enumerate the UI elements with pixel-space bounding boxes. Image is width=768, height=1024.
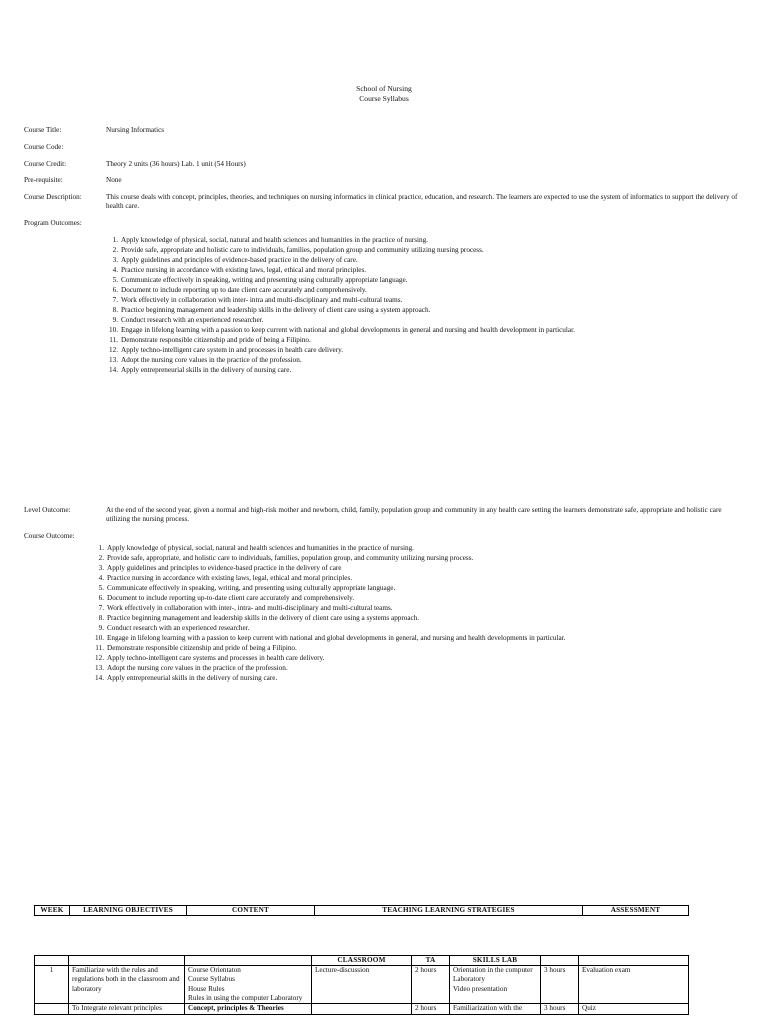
item-number: 7. (98, 604, 104, 612)
course-credit-value: Theory 2 units (36 hours) Lab. 1 unit (54 Hours) (106, 160, 246, 168)
course-description-value: This course deals with concept, principles, theories, and techniques on nursing informatics in clinical practice, education, and research. The learners are expected to use the system of informatics to support the delivery of health care. (106, 193, 738, 211)
level-outcome-label: Level Outcome: (24, 506, 71, 514)
item-text: Apply guidelines and principles of evidence-based practice in the delivery of care. (121, 256, 358, 264)
week-cell: 1 (35, 966, 69, 1004)
item-text: Conduct research with an experienced researcher. (107, 624, 250, 632)
list-item (90, 543, 565, 553)
ta-header: TA (412, 956, 450, 966)
strategies-header: TEACHING LEARNING STRATEGIES (315, 906, 583, 916)
list-item (90, 633, 565, 643)
list-item (106, 265, 575, 275)
list-item (90, 573, 565, 583)
item-text: Document to include reporting up-to-date client care accurately and comprehensively. (107, 594, 354, 602)
item-text: Practice nursing in accordance with existing laws, legal, ethical and moral principles. (121, 266, 367, 274)
document-title: Course Syllabus (359, 94, 409, 104)
item-text: Work effectively in collaboration with inter-, intra- and multi-disciplinary and multi-cultural teams. (107, 604, 393, 612)
item-text: Apply knowledge of physical, social, natural and health sciences and humanities in the practice of nursing. (121, 236, 428, 244)
item-text: Communicate effectively in speaking, writing, and presenting using culturally appropriate language. (107, 584, 396, 592)
item-number: 11. (109, 336, 118, 344)
content-line: Course Syllabus (188, 975, 235, 984)
course-code-label: Course Code: (24, 143, 64, 151)
content-header: CONTENT (187, 906, 315, 916)
course-credit-label: Course Credit: (24, 160, 67, 168)
classroom-header: CLASSROOM (312, 956, 412, 966)
course-title-label: Course Title: (24, 126, 62, 134)
item-number: 12. (95, 654, 104, 662)
school-name: School of Nursing (356, 84, 412, 93)
item-text: Apply entrepreneurial skills in the delivery of nursing care. (107, 674, 278, 682)
item-number: 7. (112, 296, 118, 304)
content-line: House Rules (188, 984, 225, 993)
ta-cell: 2 hours (412, 966, 450, 1004)
item-number: 10. (95, 634, 104, 642)
classroom-cell: Lecture-discussion (312, 966, 412, 1004)
item-number: 14. (95, 674, 104, 682)
skills-ta-cell: 3 hours (541, 966, 579, 1004)
item-text: Apply techno-intelligent care system in and processes in health care delivery. (121, 346, 344, 354)
prerequisite-label: Pre-requisite: (24, 176, 63, 184)
list-item (90, 583, 565, 593)
item-number: 2. (98, 554, 104, 562)
item-number: 1. (98, 544, 104, 552)
ta-cell: 2 hours (412, 1004, 450, 1014)
list-item (106, 275, 575, 285)
item-number: 11. (95, 644, 104, 652)
objectives-header: LEARNING OBJECTIVES (70, 906, 187, 916)
item-text: Practice beginning management and leadership skills in the delivery of client care using a systems approach. (107, 614, 420, 622)
item-number: 12. (109, 346, 118, 354)
list-item (90, 673, 565, 683)
list-item (106, 355, 575, 365)
list-item (106, 345, 575, 355)
item-number: 2. (112, 246, 118, 254)
skills-line: Video presentation (453, 984, 508, 993)
assessment-cell: Evaluation exam (579, 966, 689, 1004)
document-header (0, 84, 768, 105)
item-text: Practice beginning management and leadership skills in the delivery of client care using a system approach. (121, 306, 431, 314)
item-text: Engage in lifelong learning with a passion to keep current with national and global developments in general and nursing and health development in particular. (121, 326, 575, 334)
item-text: Apply entrepreneurial skills in the delivery of nursing care. (121, 366, 292, 374)
item-text: Communicate effectively in speaking, writing and presenting using culturally appropriate language. (121, 276, 408, 284)
item-number: 10. (109, 326, 118, 334)
item-number: 8. (112, 306, 118, 314)
assessment-cell: Quiz (579, 1004, 689, 1014)
program-outcomes-list (106, 235, 575, 375)
skills-lab-cell (450, 1004, 541, 1014)
objectives-cell: Familiarize with the rules and regulations both in the classroom and laboratory (69, 966, 185, 1004)
list-item (106, 295, 575, 305)
item-text: Adopt the nursing core values in the practice of the profession. (121, 356, 302, 364)
syllabus-table (34, 955, 689, 1015)
item-text: Demonstrate responsible citizenship and pride of being a Filipino. (107, 644, 297, 652)
content-cell (185, 1004, 312, 1014)
week-header: WEEK (35, 906, 70, 916)
item-text: Demonstrate responsible citizenship and pride of being a Filipino. (121, 336, 311, 344)
item-text: Provide safe, appropriate and holistic care to individuals, families, population group and community utilizing nursing process. (121, 246, 484, 254)
list-item (90, 553, 565, 563)
week-cell (35, 1004, 69, 1014)
item-text: Apply knowledge of physical, social, natural and health sciences and humanities in the practice of nursing. (107, 544, 414, 552)
item-number: 5. (112, 276, 118, 284)
list-item (90, 593, 565, 603)
course-outcome-label: Course Outcome: (24, 532, 75, 540)
skills-line: Familiarization with the (453, 1004, 523, 1013)
content-line: Course Orientaton (188, 966, 241, 974)
list-item (106, 325, 575, 335)
list-item (106, 235, 575, 245)
course-title-value: Nursing Informatics (106, 126, 165, 134)
item-text: Provide safe, appropriate, and holistic care to individuals, families, population group, and community utilizing nursing process. (107, 554, 474, 562)
table-row (35, 1004, 689, 1014)
item-number: 13. (109, 356, 118, 364)
item-number: 13. (95, 664, 104, 672)
list-item (90, 563, 565, 573)
list-item (106, 315, 575, 325)
item-text: Adopt the nursing core values in the practice of the profession. (107, 664, 288, 672)
item-number: 9. (112, 316, 118, 324)
item-number: 4. (98, 574, 104, 582)
blank-cell (69, 956, 185, 966)
list-item (106, 335, 575, 345)
content-line: Concept, principles & Theories (188, 1004, 284, 1013)
list-item (90, 623, 565, 633)
list-item (90, 663, 565, 673)
item-number: 8. (98, 614, 104, 622)
list-item (106, 365, 575, 375)
item-text: Apply techno-intelligent care systems and processes in health care delivery. (107, 654, 325, 662)
course-outcomes-list (90, 543, 565, 683)
item-number: 3. (112, 256, 118, 264)
blank-cell (541, 956, 579, 966)
blank-cell (579, 956, 689, 966)
blank-cell (185, 956, 312, 966)
blank-cell (35, 956, 69, 966)
objectives-cell: To Integrate relevant principles (69, 1004, 185, 1014)
program-outcomes-label: Program Outcomes: (24, 219, 82, 227)
prerequisite-value: None (106, 176, 122, 184)
item-text: Practice nursing in accordance with existing laws, legal, ethical and moral principles. (107, 574, 353, 582)
skills-lab-cell (450, 966, 541, 1004)
item-number: 5. (98, 584, 104, 592)
list-item (106, 255, 575, 265)
item-number: 6. (112, 286, 118, 294)
level-outcome-value: At the end of the second year, given a normal and high-risk mother and newborn, child, family, population group and community in any health care setting the learners demonstrate safe, appropriate and holistic care utilizing the nursing process. (106, 506, 722, 524)
content-cell (185, 966, 312, 1004)
list-item (106, 305, 575, 315)
item-number: 14. (109, 366, 118, 374)
skills-line: Orientation in the computer Laboratory (453, 966, 533, 984)
list-item (90, 613, 565, 623)
content-line: Rules in using the computer Laboratory (188, 994, 303, 1003)
syllabus-table-header (34, 905, 689, 916)
item-text: Conduct research with an experienced researcher. (121, 316, 264, 324)
list-item (106, 245, 575, 255)
course-description-label: Course Description: (24, 193, 82, 201)
item-number: 9. (98, 624, 104, 632)
item-text: Engage in lifelong learning with a passion to keep current with national and global developments in general, and nursing and health developments in particular. (107, 634, 566, 642)
item-text: Apply guidelines and principles to evidence-based practice in the delivery of care (107, 564, 342, 572)
list-item (90, 643, 565, 653)
list-item (106, 285, 575, 295)
item-text: Document to include reporting up to date client care accurately and comprehensively. (121, 286, 367, 294)
assessment-header: ASSESSMENT (583, 906, 689, 916)
item-text: Work effectively in collaboration with inter- intra and multi-disciplinary and multi-cultural teams. (121, 296, 403, 304)
classroom-cell (312, 1004, 412, 1014)
table-row (35, 966, 689, 1004)
list-item (90, 603, 565, 613)
skills-ta-cell: 3 hours (541, 1004, 579, 1014)
item-number: 6. (98, 594, 104, 602)
table-subheader-row (35, 956, 689, 966)
skills-lab-header: SKILLS LAB (450, 956, 541, 966)
item-number: 1. (112, 236, 118, 244)
item-number: 4. (112, 266, 118, 274)
item-number: 3. (98, 564, 104, 572)
list-item (90, 653, 565, 663)
